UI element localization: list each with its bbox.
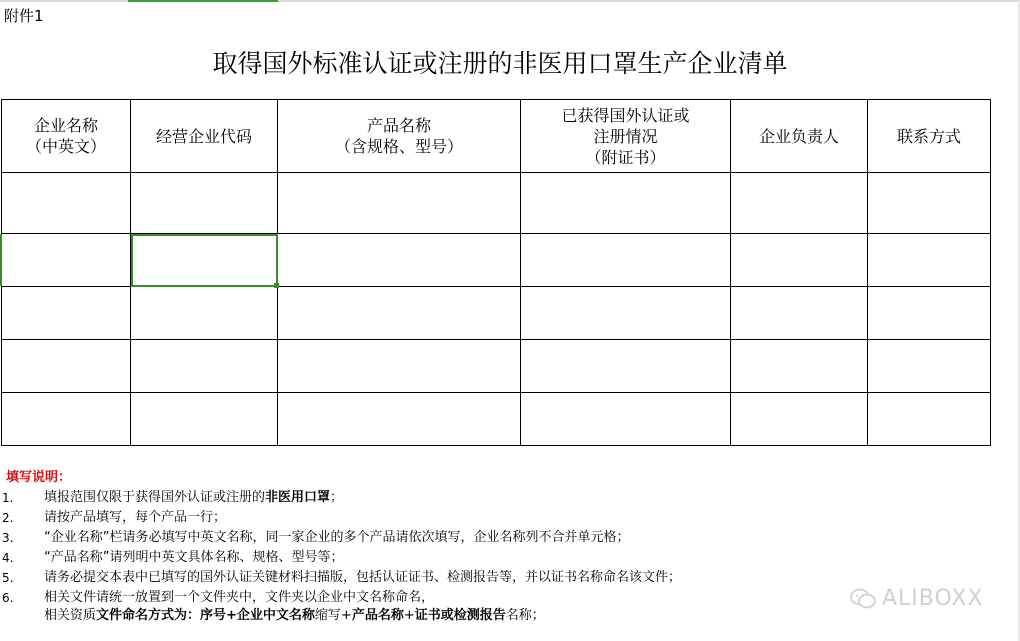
table-cell[interactable] bbox=[521, 173, 731, 234]
header-business-code[interactable]: 经营企业代码 bbox=[131, 100, 278, 173]
instruction-text-part: 请务必提交本表中已填写的国外认证关键材料扫描版，包括认证证书、检测报告等，并以证书名称命名该文件； bbox=[44, 570, 682, 585]
table-cell[interactable] bbox=[2, 287, 131, 340]
table-cell[interactable] bbox=[131, 340, 278, 393]
instruction-number: 6. bbox=[2, 591, 14, 605]
table-cell[interactable] bbox=[2, 340, 131, 393]
instruction-text bbox=[44, 508, 226, 528]
table-cell[interactable] bbox=[131, 393, 278, 446]
table-cell[interactable] bbox=[868, 173, 991, 234]
page-title: 取得国外标准认证或注册的非医用口罩生产企业清单 bbox=[212, 49, 788, 78]
selected-cell[interactable] bbox=[131, 234, 278, 287]
table-cell[interactable] bbox=[731, 173, 868, 234]
instruction-text bbox=[44, 528, 629, 548]
instruction-number: 5. bbox=[2, 571, 14, 585]
header-certification[interactable]: 已获得国外认证或 注册情况 （附证书） bbox=[521, 100, 731, 173]
instruction-number: 2. bbox=[2, 511, 14, 525]
table-cell[interactable] bbox=[521, 340, 731, 393]
instruction-item bbox=[2, 528, 1006, 548]
instruction-text-line2 bbox=[44, 606, 545, 626]
instruction-text bbox=[44, 568, 681, 588]
table-row bbox=[2, 340, 991, 393]
header-enterprise-name[interactable]: 企业名称 （中英文） bbox=[2, 100, 131, 173]
header-contact[interactable]: 联系方式 bbox=[868, 100, 991, 173]
table-cell[interactable] bbox=[731, 340, 868, 393]
watermark-text: ALIBOXX bbox=[882, 586, 984, 611]
active-row-indicator bbox=[0, 234, 2, 286]
wechat-icon bbox=[850, 588, 876, 610]
instruction-text-part: “产品名称”请列明中英文具体名称、规格、型号等； bbox=[44, 550, 344, 565]
attachment-label: 附件1 bbox=[4, 7, 44, 25]
table-cell[interactable] bbox=[278, 340, 521, 393]
table-cell[interactable] bbox=[521, 287, 731, 340]
table-cell[interactable] bbox=[278, 234, 521, 287]
enterprise-list-table bbox=[1, 99, 991, 446]
instruction-item bbox=[2, 568, 1006, 588]
instruction-text-part: 填报范围仅限于获得国外认证或注册的 bbox=[44, 490, 266, 505]
instruction-text-part: 产品名称 bbox=[351, 608, 404, 623]
instruction-text-part: 文件命名方式为：序号+企业中文名称 bbox=[96, 608, 315, 623]
active-column-indicator bbox=[128, 0, 278, 2]
instruction-number: 1. bbox=[2, 491, 14, 505]
instruction-text-part: ； bbox=[330, 490, 344, 505]
table-cell[interactable] bbox=[868, 340, 991, 393]
instructions-title: 填写说明： bbox=[6, 470, 72, 485]
table-cell[interactable] bbox=[868, 234, 991, 287]
instruction-text-part: 名称； bbox=[505, 608, 545, 623]
table-cell[interactable] bbox=[278, 173, 521, 234]
instruction-number: 3. bbox=[2, 531, 14, 545]
instruction-item bbox=[2, 508, 1006, 528]
table-row bbox=[2, 393, 991, 446]
table-cell[interactable] bbox=[131, 173, 278, 234]
instruction-item bbox=[2, 488, 1006, 508]
instruction-number: 4. bbox=[2, 551, 14, 565]
instruction-text bbox=[44, 488, 343, 508]
table-row bbox=[2, 173, 991, 234]
instruction-text-part: 缩写+ bbox=[314, 608, 352, 623]
table-cell[interactable] bbox=[731, 287, 868, 340]
instruction-item bbox=[2, 548, 1006, 568]
instruction-text-part: 非医用口罩 bbox=[265, 490, 331, 505]
fill-handle[interactable] bbox=[274, 283, 279, 288]
instruction-text bbox=[44, 548, 343, 568]
table-cell[interactable] bbox=[278, 393, 521, 446]
instruction-text-part: “企业名称”栏请务必填写中英文名称，同一家企业的多个产品请依次填写，企业名称列不合并单元格； bbox=[44, 530, 630, 545]
header-product-name[interactable]: 产品名称 （含规格、型号） bbox=[278, 100, 521, 173]
instruction-text-part: + bbox=[403, 608, 415, 623]
instruction-text-part: 请按产品填写，每个产品一行； bbox=[44, 510, 227, 525]
table-cell[interactable] bbox=[131, 287, 278, 340]
instruction-text bbox=[44, 588, 434, 608]
instruction-text-part: 相关文件请统一放置到一个文件夹中，文件夹以企业中文名称命名， bbox=[44, 590, 435, 605]
table-cell[interactable] bbox=[2, 393, 131, 446]
header-responsible-person[interactable]: 企业负责人 bbox=[731, 100, 868, 173]
table-cell[interactable] bbox=[868, 393, 991, 446]
table-cell[interactable] bbox=[521, 393, 731, 446]
table-cell[interactable] bbox=[868, 287, 991, 340]
table-cell[interactable] bbox=[731, 393, 868, 446]
watermark bbox=[850, 586, 984, 611]
instruction-text-part: 相关资质 bbox=[44, 608, 97, 623]
table-header-row bbox=[2, 100, 991, 173]
table-cell[interactable] bbox=[2, 234, 131, 287]
instruction-text-part: 证书或检测报告 bbox=[414, 608, 506, 623]
table-cell[interactable] bbox=[2, 173, 131, 234]
table-cell[interactable] bbox=[278, 287, 521, 340]
table-row bbox=[2, 287, 991, 340]
table-cell[interactable] bbox=[521, 234, 731, 287]
table-cell[interactable] bbox=[731, 234, 868, 287]
table-row bbox=[2, 234, 991, 287]
